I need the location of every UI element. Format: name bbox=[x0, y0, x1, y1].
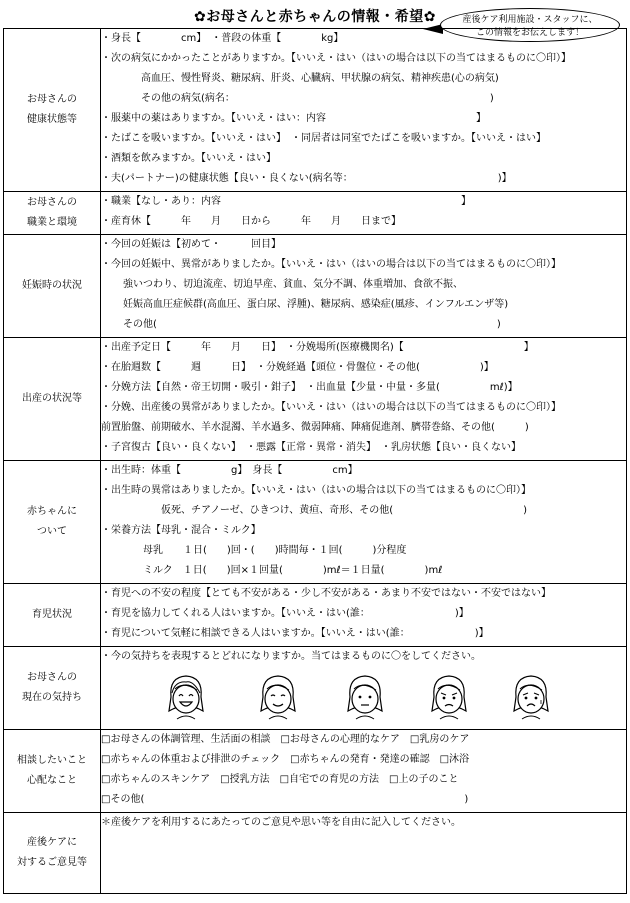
info-form-table bbox=[3, 28, 627, 894]
section-opinion bbox=[4, 813, 627, 894]
section-body bbox=[101, 235, 627, 338]
childcare-anxiety[interactable]: ・育児への不安の程度【とても不安がある・少し不安がある・あまり不安ではない・不安ではない】 bbox=[101, 588, 551, 599]
sad-face-icon[interactable] bbox=[426, 671, 472, 721]
health-other-disease[interactable]: その他の病気(病名： ) bbox=[141, 93, 494, 104]
face-options bbox=[101, 667, 626, 725]
section-birth bbox=[4, 338, 627, 461]
pregnancy-options-2[interactable]: 妊娠高血圧症候群(高血圧、蛋白尿、浮腫)、糖尿病、感染症(風疹、インフルエンザ等) bbox=[123, 299, 509, 310]
baby-abnormal-options[interactable]: 仮死、チアノーゼ、ひきつけ、黄疸、奇形、その他( ) bbox=[161, 505, 528, 516]
section-body bbox=[101, 647, 627, 730]
consult-checkbox-row[interactable]: □お母さんの体調管理、生活面の相談 □お母さんの心理的なケア □乳房のケア bbox=[101, 734, 470, 745]
baby-feeding-method[interactable]: ・栄養方法【母乳・混合・ミルク】 bbox=[101, 525, 261, 536]
section-label: 産後ケアに 対するご意見等 bbox=[4, 813, 101, 894]
section-health bbox=[4, 29, 627, 192]
section-body bbox=[101, 584, 627, 647]
job-occupation[interactable]: ・職業【なし・あり：内容 】 bbox=[101, 196, 471, 207]
section-label: 育児状況 bbox=[4, 584, 101, 647]
health-drinking[interactable]: ・酒類を飲みますか。【いいえ・はい】 bbox=[101, 153, 276, 164]
section-label: 出産の状況等 bbox=[4, 338, 101, 461]
section-body bbox=[101, 730, 627, 813]
birth-abnormal-question[interactable]: ・分娩、出産後の異常がありましたか。【いいえ・はい（はいの場合は以下の当てはまるものに〇印）】 bbox=[101, 402, 561, 413]
pregnancy-abnormal-question[interactable]: ・今回の妊娠中、異常がありましたか。【いいえ・はい（はいの場合は以下の当てはまるものに〇印）】 bbox=[101, 259, 561, 270]
happy-face-icon[interactable] bbox=[255, 671, 301, 721]
section-label: 相談したいこと 心配なこと bbox=[4, 730, 101, 813]
health-disease-question[interactable]: ・次の病気にかかったことがありますか。【いいえ・はい（はいの場合は以下の当てはまるものに〇印）】 bbox=[101, 53, 571, 64]
page-title: ✿お母さんと赤ちゃんの情報・希望✿ bbox=[194, 9, 436, 25]
consult-checkbox-row[interactable]: □赤ちゃんのスキンケア □授乳方法 □自宅での育児の方法 □上の子のこと bbox=[101, 774, 459, 785]
health-partner[interactable]: ・夫(パートナー)の健康状態【良い・良くない(病名等： )】 bbox=[101, 173, 512, 184]
childcare-helper[interactable]: ・育児を協力してくれる人はいますか。【いいえ・はい(誰： )】 bbox=[101, 608, 469, 619]
opinion-instruction: ＊産後ケアを利用するにあたってのご意見や思い等を自由に記入してください。 bbox=[101, 817, 461, 828]
birth-gestation[interactable]: ・在胎週数【 週 日】 ・分娩経過【頭位・骨盤位・その他( )】 bbox=[101, 362, 494, 373]
pregnancy-other[interactable]: その他( ) bbox=[123, 319, 501, 330]
health-medication[interactable]: ・服薬中の薬はありますか。【いいえ・はい：内容 】 bbox=[101, 113, 486, 124]
section-body bbox=[101, 192, 627, 235]
birth-method[interactable]: ・分娩方法【自然・帝王切開・吸引・鉗子】 ・出血量【少量・中量・多量( mℓ)】 bbox=[101, 382, 518, 393]
section-label: 赤ちゃんに ついて bbox=[4, 461, 101, 584]
worried-face-icon[interactable] bbox=[508, 671, 554, 721]
consult-checkbox-row[interactable]: □赤ちゃんの体重および排泄のチェック □赤ちゃんの発育・発達の確認 □沐浴 bbox=[101, 754, 470, 765]
bubble-line: この情報をお伝えします！ bbox=[475, 28, 584, 38]
consult-checkbox-row[interactable]: □その他( ) bbox=[101, 794, 469, 805]
opinion-free-text-area[interactable] bbox=[101, 813, 627, 894]
baby-abnormal-question[interactable]: ・出生時の異常はありましたか。【いいえ・はい（はいの場合は以下の当てはまるものに〇印）】 bbox=[101, 485, 531, 496]
section-childcare bbox=[4, 584, 627, 647]
baby-breastmilk[interactable]: 母乳 １日( )回・( )時間毎・１回( )分程度 bbox=[143, 545, 407, 556]
job-leave[interactable]: ・産育休【 年 月 日から 年 月 日まで】 bbox=[101, 216, 401, 227]
section-body bbox=[101, 461, 627, 584]
health-height-weight[interactable]: ・身長【 cm】 ・普段の体重【 kg】 bbox=[101, 33, 344, 44]
pregnancy-count[interactable]: ・今回の妊娠は【初めて・ 回目】 bbox=[101, 239, 281, 250]
health-disease-options[interactable]: 高血圧、慢性腎炎、糖尿病、肝炎、心臓病、甲状腺の病気、精神疾患(心の病気) bbox=[141, 73, 499, 84]
pregnancy-options-1[interactable]: 強いつわり、切迫流産、切迫早産、貧血、気分不調、体重増加、食欲不振、 bbox=[123, 279, 463, 290]
section-feeling bbox=[4, 647, 627, 730]
section-body bbox=[101, 29, 627, 192]
section-label: お母さんの 職業と環境 bbox=[4, 192, 101, 235]
birth-recovery[interactable]: ・子宮復古【良い・良くない】 ・悪露【正常・異常・消失】 ・乳房状態【良い・良くない】 bbox=[101, 442, 521, 453]
section-label: 妊娠時の状況 bbox=[4, 235, 101, 338]
section-label: お母さんの 健康状態等 bbox=[4, 29, 101, 192]
very-happy-face-icon[interactable] bbox=[163, 671, 209, 721]
birth-abnormal-options[interactable]: 前置胎盤、前期破水、羊水混濁、羊水過多、微弱陣痛、陣痛促進剤、臍帯巻絡、その他( ) bbox=[101, 422, 529, 433]
feeling-question: ・今の気持ちを表現するとどれになりますか。当てはまるものに〇をしてください。 bbox=[101, 651, 481, 662]
baby-formula[interactable]: ミルク １日( )回×１回量( )mℓ＝１日量( )mℓ bbox=[143, 565, 443, 576]
section-consult bbox=[4, 730, 627, 813]
birth-due-date[interactable]: ・出産予定日【 年 月 日】 ・分娩場所(医療機関名)【 】 bbox=[101, 342, 534, 353]
baby-birth-size[interactable]: ・出生時：体重【 g】 身長【 cm】 bbox=[101, 465, 358, 476]
section-job bbox=[4, 192, 627, 235]
section-pregnancy bbox=[4, 235, 627, 338]
childcare-consultant[interactable]: ・育児について気軽に相談できる人はいますか。【いいえ・はい(誰： )】 bbox=[101, 628, 489, 639]
section-baby bbox=[4, 461, 627, 584]
section-label: お母さんの 現在の気持ち bbox=[4, 647, 101, 730]
neutral-face-icon[interactable] bbox=[342, 671, 388, 721]
bubble-line: 産後ケア利用施設・スタッフに、 bbox=[462, 15, 598, 25]
section-body bbox=[101, 338, 627, 461]
health-smoking[interactable]: ・たばこを吸いますか。【いいえ・はい】 ・同居者は同室でたばこを吸いますか。【いいえ・はい】 bbox=[101, 133, 546, 144]
